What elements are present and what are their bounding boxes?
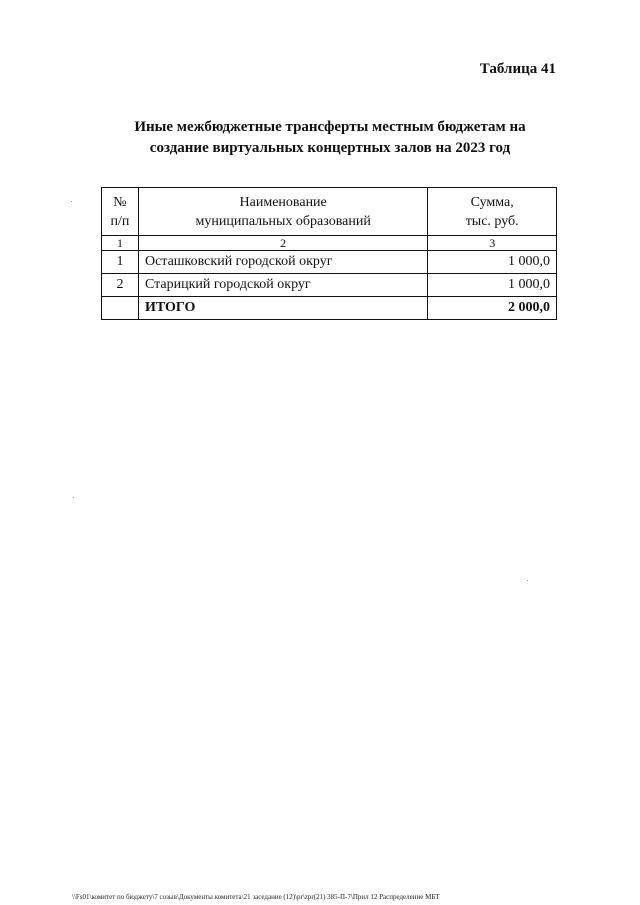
column-header-number-line-2: п/п: [110, 213, 130, 229]
total-label: ИТОГО: [138, 297, 427, 320]
document-title-line-1: Иные межбюджетные трансферты местным бюджетам на: [134, 119, 526, 135]
table-row: [102, 251, 557, 274]
row-municipality-name: Старицкий городской округ: [138, 274, 427, 297]
column-index-row: [102, 236, 557, 251]
column-index-1: 1: [102, 236, 139, 251]
scan-speck: [71, 201, 72, 202]
row-municipality-name: Осташковский городской округ: [138, 251, 427, 274]
column-header-number-line-1: №: [113, 194, 127, 210]
column-index-3: 3: [428, 236, 557, 251]
row-sum: 1 000,0: [428, 274, 557, 297]
column-header-sum: [428, 188, 557, 236]
column-header-sum-line-1: Сумма,: [470, 194, 514, 210]
total-sum: 2 000,0: [428, 297, 557, 320]
row-number: 1: [102, 251, 139, 274]
row-number: 2: [102, 274, 139, 297]
table-number: Таблица 41: [479, 61, 556, 77]
total-number: [102, 297, 139, 320]
table-header-row: [102, 188, 557, 236]
total-row: [102, 297, 557, 320]
row-sum: 1 000,0: [428, 251, 557, 274]
column-header-name: [138, 188, 427, 236]
column-header-name-line-2: муниципальных образований: [195, 213, 371, 229]
footer-file-path: \\Fs01\комитет по бюджету\7 созыв\Документы комитета\21 заседание (12)\pr\zpr(21) 385-П-7\Прил 12 Распределение МБТ: [72, 893, 440, 901]
column-header-sum-line-2: тыс. руб.: [465, 213, 519, 229]
column-header-number: [102, 188, 139, 236]
column-index-2: 2: [138, 236, 427, 251]
scan-speck: [527, 580, 528, 581]
document-title-line-2: создание виртуальных концертных залов на 2023 год: [149, 140, 511, 156]
document-title: [60, 117, 600, 159]
transfers-table: [101, 187, 557, 320]
column-header-name-line-1: Наименование: [239, 194, 327, 210]
table-row: [102, 274, 557, 297]
scan-speck: [73, 497, 74, 498]
